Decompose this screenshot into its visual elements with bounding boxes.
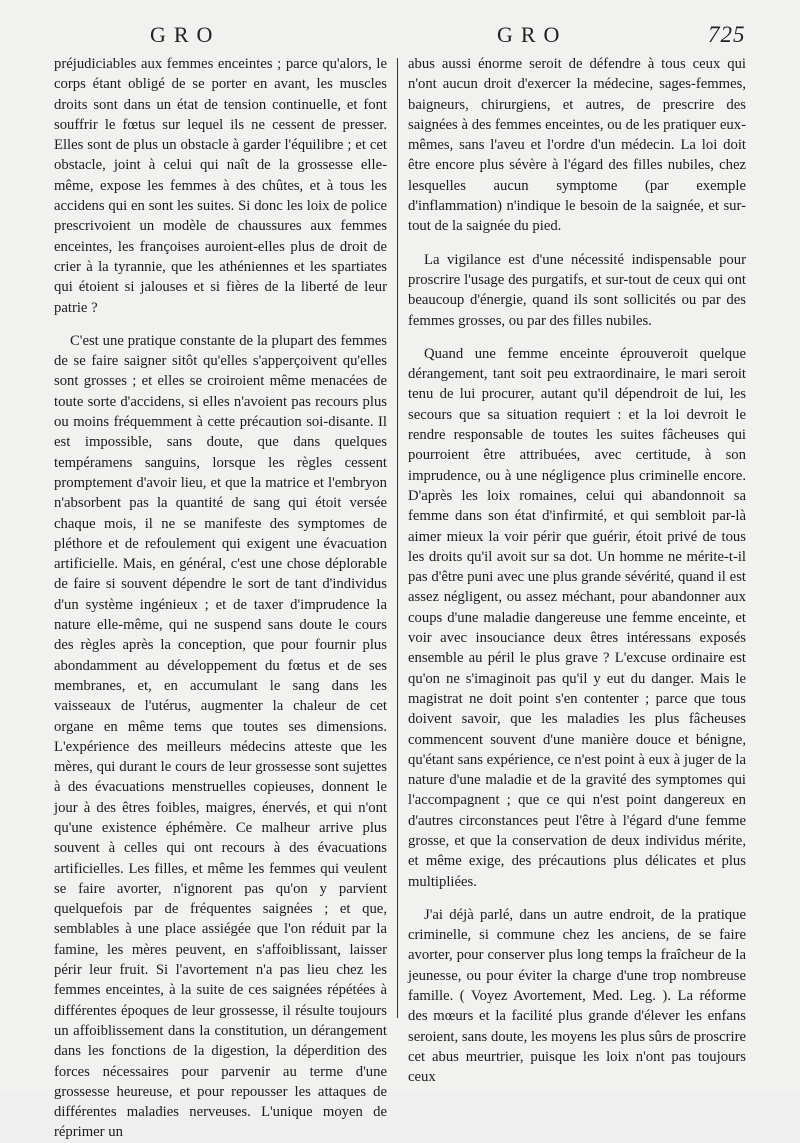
right-paragraph-1: abus aussi énorme seroit de défendre à tous ceux qui n'ont aucun droit d'exercer la médecine, sages-femmes, baigneurs, chirurgiens, et autres, de prescrire des saignées à des femmes enceintes, ou de les pratiquer eux-mêmes, sans l'aveu et l'ordre d'un médecin. La loi doit être encore plus sévère à l'égard des filles nubiles, chez lesquelles aucun symptome (par exemple d'inflammation) n'indique le besoin de la saignée, et sur-tout de la saignée du pied. (408, 56, 746, 235)
running-head-left: GRO (150, 22, 221, 47)
right-paragraph-3: Quand une femme enceinte éprouveroit quelque dérangement, tant soit peu extraordinaire, le mari seroit tenu de lui procurer, autant qu'il dépendroit de lui, les secours que sa situation requiert : et la loi devroit le rendre responsable de toutes les suites fâcheuses qui pourroient être attribuées, avec certitude, à son imprudence, ou à une négligence plus criminelle encore. D'après les loix romaines, celui qui abandonnoit sa femme dans son état d'infirmité, et qui sembloit par-là aimer mieux la voir périr que guérir, étoit privé de tous les droits qu'il avoit sur sa dot. Un homme ne mérite-t-il pas d'être puni avec une plus grande sévérité, quand il est assez négligent, ou assez méchant, pour abandonner aux coups d'une maladie dangereuse une femme enceinte, et voir avec insouciance deux êtres intéressans exposés ensemble au péril le plus grave ? L'excuse ordinaire est qu'on ne s'imaginoit pas qu'il y eut du danger. Mais le magistrat ne doit point s'en contenter ; parce que tous doivent savoir, que les maladies les plus fâcheuses commencent souvent d'une manière douce et bénigne, qu'étant sans expérience, ce n'est point à eux à juger de la nature d'une maladie et de la gravité des symptomes qui l'accompagnent ; que ce qui n'est point dangereux en d'autres circonstances peut l'être à l'égard d'une femme grosse, et que la conservation de deux individus mérite, et même exige, des précautions plus délicates et plus multipliées. (408, 345, 746, 890)
right-paragraph-2: La vigilance est d'une nécessité indispensable pour proscrire l'usage des purgatifs, et sur-tout de ceux qui ont beaucoup d'énergie, quand ils sont sollicités ou par des femmes grosses, ou par des filles nubiles. (408, 251, 746, 329)
left-paragraph-1: préjudiciables aux femmes enceintes ; parce qu'alors, le corps étant obligé de se porter en avant, les muscles droits sont dans un état de tension continuelle, et font souffrir le fœtus sur lequel ils ne cessent de presser. Elles sont de plus un obstacle à garder l'équilibre ; et cet obstacle, joint à celui qui naît de la grossesse elle-même, expose les femmes à des chûtes, et à tous les accidens qui en sont les suites. Si donc les loix de police prescrivoient un modèle de chaussures aux femmes enceintes, les françoises auroient-elles plus de droit de crier à la tyrannie, que les athéniennes et les spartiates qui étoient si jalouses et si fières de la liberté de leur patrie ? (54, 56, 387, 316)
page-number: 725 (708, 22, 746, 47)
running-head-right: GRO (497, 22, 568, 47)
left-paragraph-2: C'est une pratique constante de la plupart des femmes de se faire saigner sitôt qu'elles s'apperçoivent qu'elles sont grosses ; et elles se croiroient même menacées de toute sorte d'accidens, si elles n'avoient pas recours plus ou moins fréquemment à cette précaution soi-disante. Il est impossible, sans doute, que dans quelques tempéramens sanguins, lorsque les règles cessent promptement d'avoir lieu, et que la matrice et l'embryon n'absorbent pas la quantité de sang qui étoit versée chaque mois, il ne se manifeste des symptomes de pléthore et de refoulement qui exigent une évacuation artificielle. Mais, en général, c'est une chose déplorable de faire si souvent dépendre le sort de tant d'individus d'un système ingénieux ; et de taxer d'imprudence la nature elle-même, qui ne suspend sans doute le cours des règles après la conception, que pour fournir plus abondamment au développement du fœtus et de ses membranes, et, en accumulant le sang dans les vaisseaux de l'utérus, augmenter la chaleur de cet organe en même tems que toutes ses dimensions. L'expérience des meilleurs médecins atteste que les mères, qui durant le cours de leur grossesse sont sujettes à des évacuations menstruelles copieuses, donnent le jour à des êtres foibles, maigres, énervés, et qui n'ont qu'une existence éphémère. Ce malheur arrive plus souvent à celles qui ont recours à des évacuations artificielles. Les filles, et même les femmes qui veulent se faire avorter, n'ignorent pas qu'on y parvient quelquefois par de fréquentes saignées ; et que, semblables à une place assiégée que l'on réduit par la famine, les mères peuvent, en s'affoiblissant, laisser périr leur fruit. Si l'avortement n'a pas lieu chez les femmes enceintes, à la suite de ces saignées répétées à différentes époques de leur grossesse, il résulte toujours un affoiblissement dans la constitution, un dérangement dans les fonctions de la digestion, la déperdition des forces nécessaires pour parvenir au terme d'une grossesse heureuse, et pour repousser les attaques de différentes maladies nerveuses. L'unique moyen de réprimer un (54, 332, 387, 1141)
right-column (408, 54, 746, 1088)
column-divider (397, 58, 398, 1018)
left-column (54, 54, 387, 1143)
right-paragraph-4: J'ai déjà parlé, dans un autre endroit, de la pratique criminelle, si commune chez les anciens, de se faire avorter, pour conserver plus long temps la fraîcheur de la jeunesse, ou pour éviter la charge d'une trop nombreuse famille. ( Voyez Avortement, Med. Leg. ). La réforme des mœurs et la facilité plus grande d'élever les enfans seroient, sans doute, les moyens les plus sûrs de proscrire cet abus meurtrier, puisque les loix n'ont pas toujours ceux (408, 906, 746, 1086)
